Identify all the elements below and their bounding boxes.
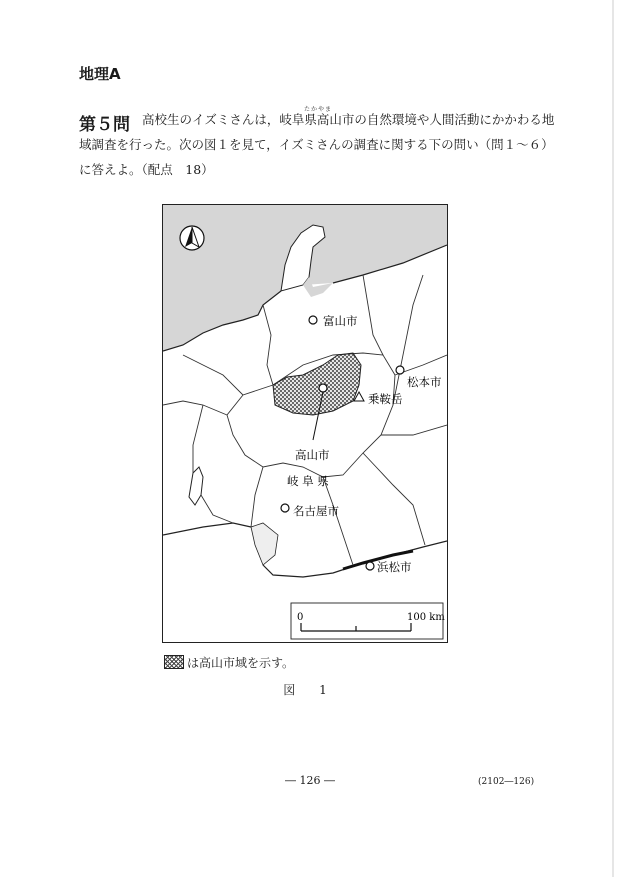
page-edge-shadow: [612, 0, 614, 877]
label-gifu: 岐 阜 県: [287, 474, 329, 488]
figure-caption: 図 1: [283, 683, 337, 697]
takayama-marker: [319, 384, 327, 392]
page-code: (2102―126): [478, 777, 535, 787]
question-number: 第５問: [79, 115, 130, 135]
toyama-marker: [309, 316, 317, 324]
legend-hatch-swatch: [164, 655, 184, 669]
hamamatsu-marker: [366, 562, 374, 570]
label-hamamatsu: 浜松市: [377, 560, 412, 574]
page-number: ― 126 ―: [285, 774, 335, 787]
matsumoto-marker: [396, 366, 404, 374]
label-takayama: 高山市: [295, 448, 330, 462]
map-svg: [163, 205, 447, 642]
label-nagoya: 名古屋市: [293, 504, 339, 518]
label-toyama: 富山市: [323, 314, 358, 328]
figure-1-map: [162, 204, 448, 643]
question-text-line-3: に答えよ。（配点 18）: [79, 162, 214, 177]
scale-max: 100 km: [407, 612, 445, 623]
label-norikura: 乗鞍岳: [368, 392, 403, 406]
furigana-takayama: たかやま: [304, 106, 333, 113]
takayama-city-region: [273, 353, 361, 415]
subject-heading: 地理A: [79, 65, 121, 83]
lake-biwa: [189, 467, 203, 505]
map-legend: [164, 654, 294, 671]
north-arrow-icon: [180, 226, 204, 250]
scale-bar: [291, 603, 445, 639]
label-matsumoto: 松本市: [407, 375, 442, 389]
nagoya-marker: [281, 504, 289, 512]
legend-text: は高山市域を示す。: [187, 656, 295, 670]
question-text-line-1: 高校生のイズミさんは，岐阜県高山市の自然環境や人間活動にかかわる地: [142, 112, 555, 127]
scale-zero: 0: [297, 612, 304, 623]
question-text-line-2: 域調査を行った。次の図１を見て，イズミさんの調査に関する下の問い（問１～６）: [79, 137, 554, 152]
